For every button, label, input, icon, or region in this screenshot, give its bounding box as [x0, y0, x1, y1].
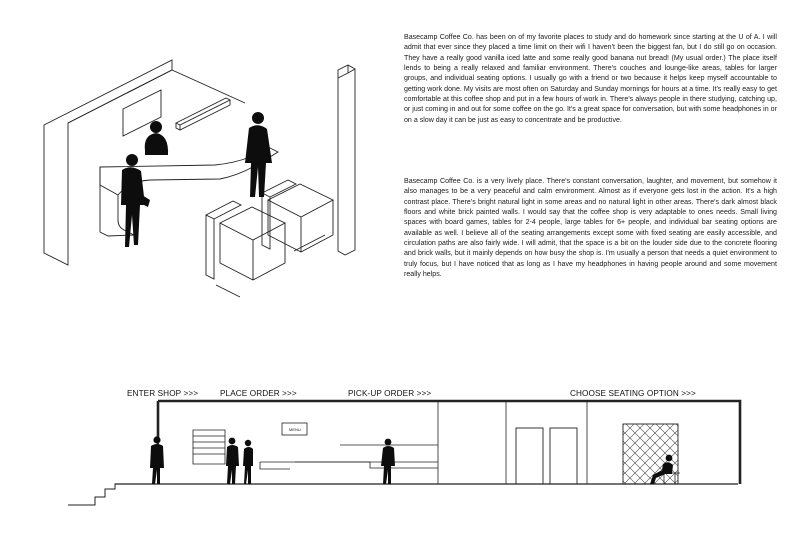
restroom-door-1: [516, 428, 543, 484]
menu-board-text: MENU: [289, 427, 301, 432]
section-drawing: [60, 378, 780, 518]
person-silhouette-customer-left: [121, 154, 150, 247]
step-label-choose-seating: CHOOSE SEATING OPTION >>>: [570, 389, 696, 398]
person-silhouette-barista: [145, 121, 168, 155]
back-wall-top: [68, 70, 245, 123]
table-back: [268, 184, 333, 252]
person-silhouette-entry: [150, 436, 164, 484]
step-label-place-order: PLACE ORDER >>>: [220, 389, 297, 398]
restroom-door-2: [550, 428, 577, 484]
step-label-enter: ENTER SHOP >>>: [127, 389, 199, 398]
person-silhouette-ordering-2: [243, 440, 253, 484]
wall-shelf: [176, 98, 230, 130]
person-silhouette-pickup: [381, 439, 395, 484]
bench-front: [206, 201, 241, 279]
pickup-bar: [295, 445, 438, 468]
narrative-paragraph-2: Basecamp Coffee Co. is a very lively place. There's constant conversation, laughter, and movement, but somehow it also manages to be a very peaceful and calm environment. Almost as if everyone gets lost in the action. It's a high contrast place. There's bright natural light in some areas and no natural light in other areas. There's dark almost black floors and white brick painted walls. I would say that the coffee shop is very adaptable to ones needs. Small living spaces with board games, tables for 2-4 people, large tables for 6+ people, and individual bar seating options are available as well. I believe all of the seating arrangements except some with fixed seating are easily accessible, and circulation paths are also fairly wide. I will admit, that the space is a bit on the louder side due to the concrete flooring and brick walls, but it mainly depends on how busy the shop is. I'm usually a person that needs a quiet environment to truly focus, but I have noticed that as long as I have my headphones in having people around and some movement really helps.: [404, 176, 777, 279]
pastry-shelf: [193, 430, 225, 464]
table-front: [220, 207, 285, 280]
person-silhouette-ordering-1: [226, 438, 239, 484]
person-silhouette-customer-right: [245, 112, 272, 197]
entry-stairs: [68, 484, 160, 505]
step-label-pickup-order: PICK-UP ORDER >>>: [348, 389, 432, 398]
back-wall: [44, 60, 172, 265]
narrative-paragraph-1: Basecamp Coffee Co. has been on of my favorite places to study and do homework since starting at the U of A. I will admit that ever since they placed a time limit on their wifi I haven't been the biggest fan, but I do still go on occasion. They have a really good vanilla iced latte and some really good banana nut bread! (My usual order.) The place itself lends to being a really relaxed and familiar environment. There's couches and lounge-like areas, tables for larger groups, and individual seating options. I usually go with a friend or two because it helps keep myself accountable to getting work done. My visits are most often on Saturday and Sunday mornings for hours at a time. It's really easy to get comfortable at this coffee shop and put in a few hours of work in. There's always people in there studying, catching up, or just coming in and out for some coffee on the go. It's a great space for conversation, but with some headphones in or on a slow day it can be just as easy to concentrate and be productive.: [404, 32, 777, 124]
axonometric-drawing: [30, 55, 390, 330]
column: [338, 65, 355, 255]
seating-screen: [623, 424, 678, 484]
